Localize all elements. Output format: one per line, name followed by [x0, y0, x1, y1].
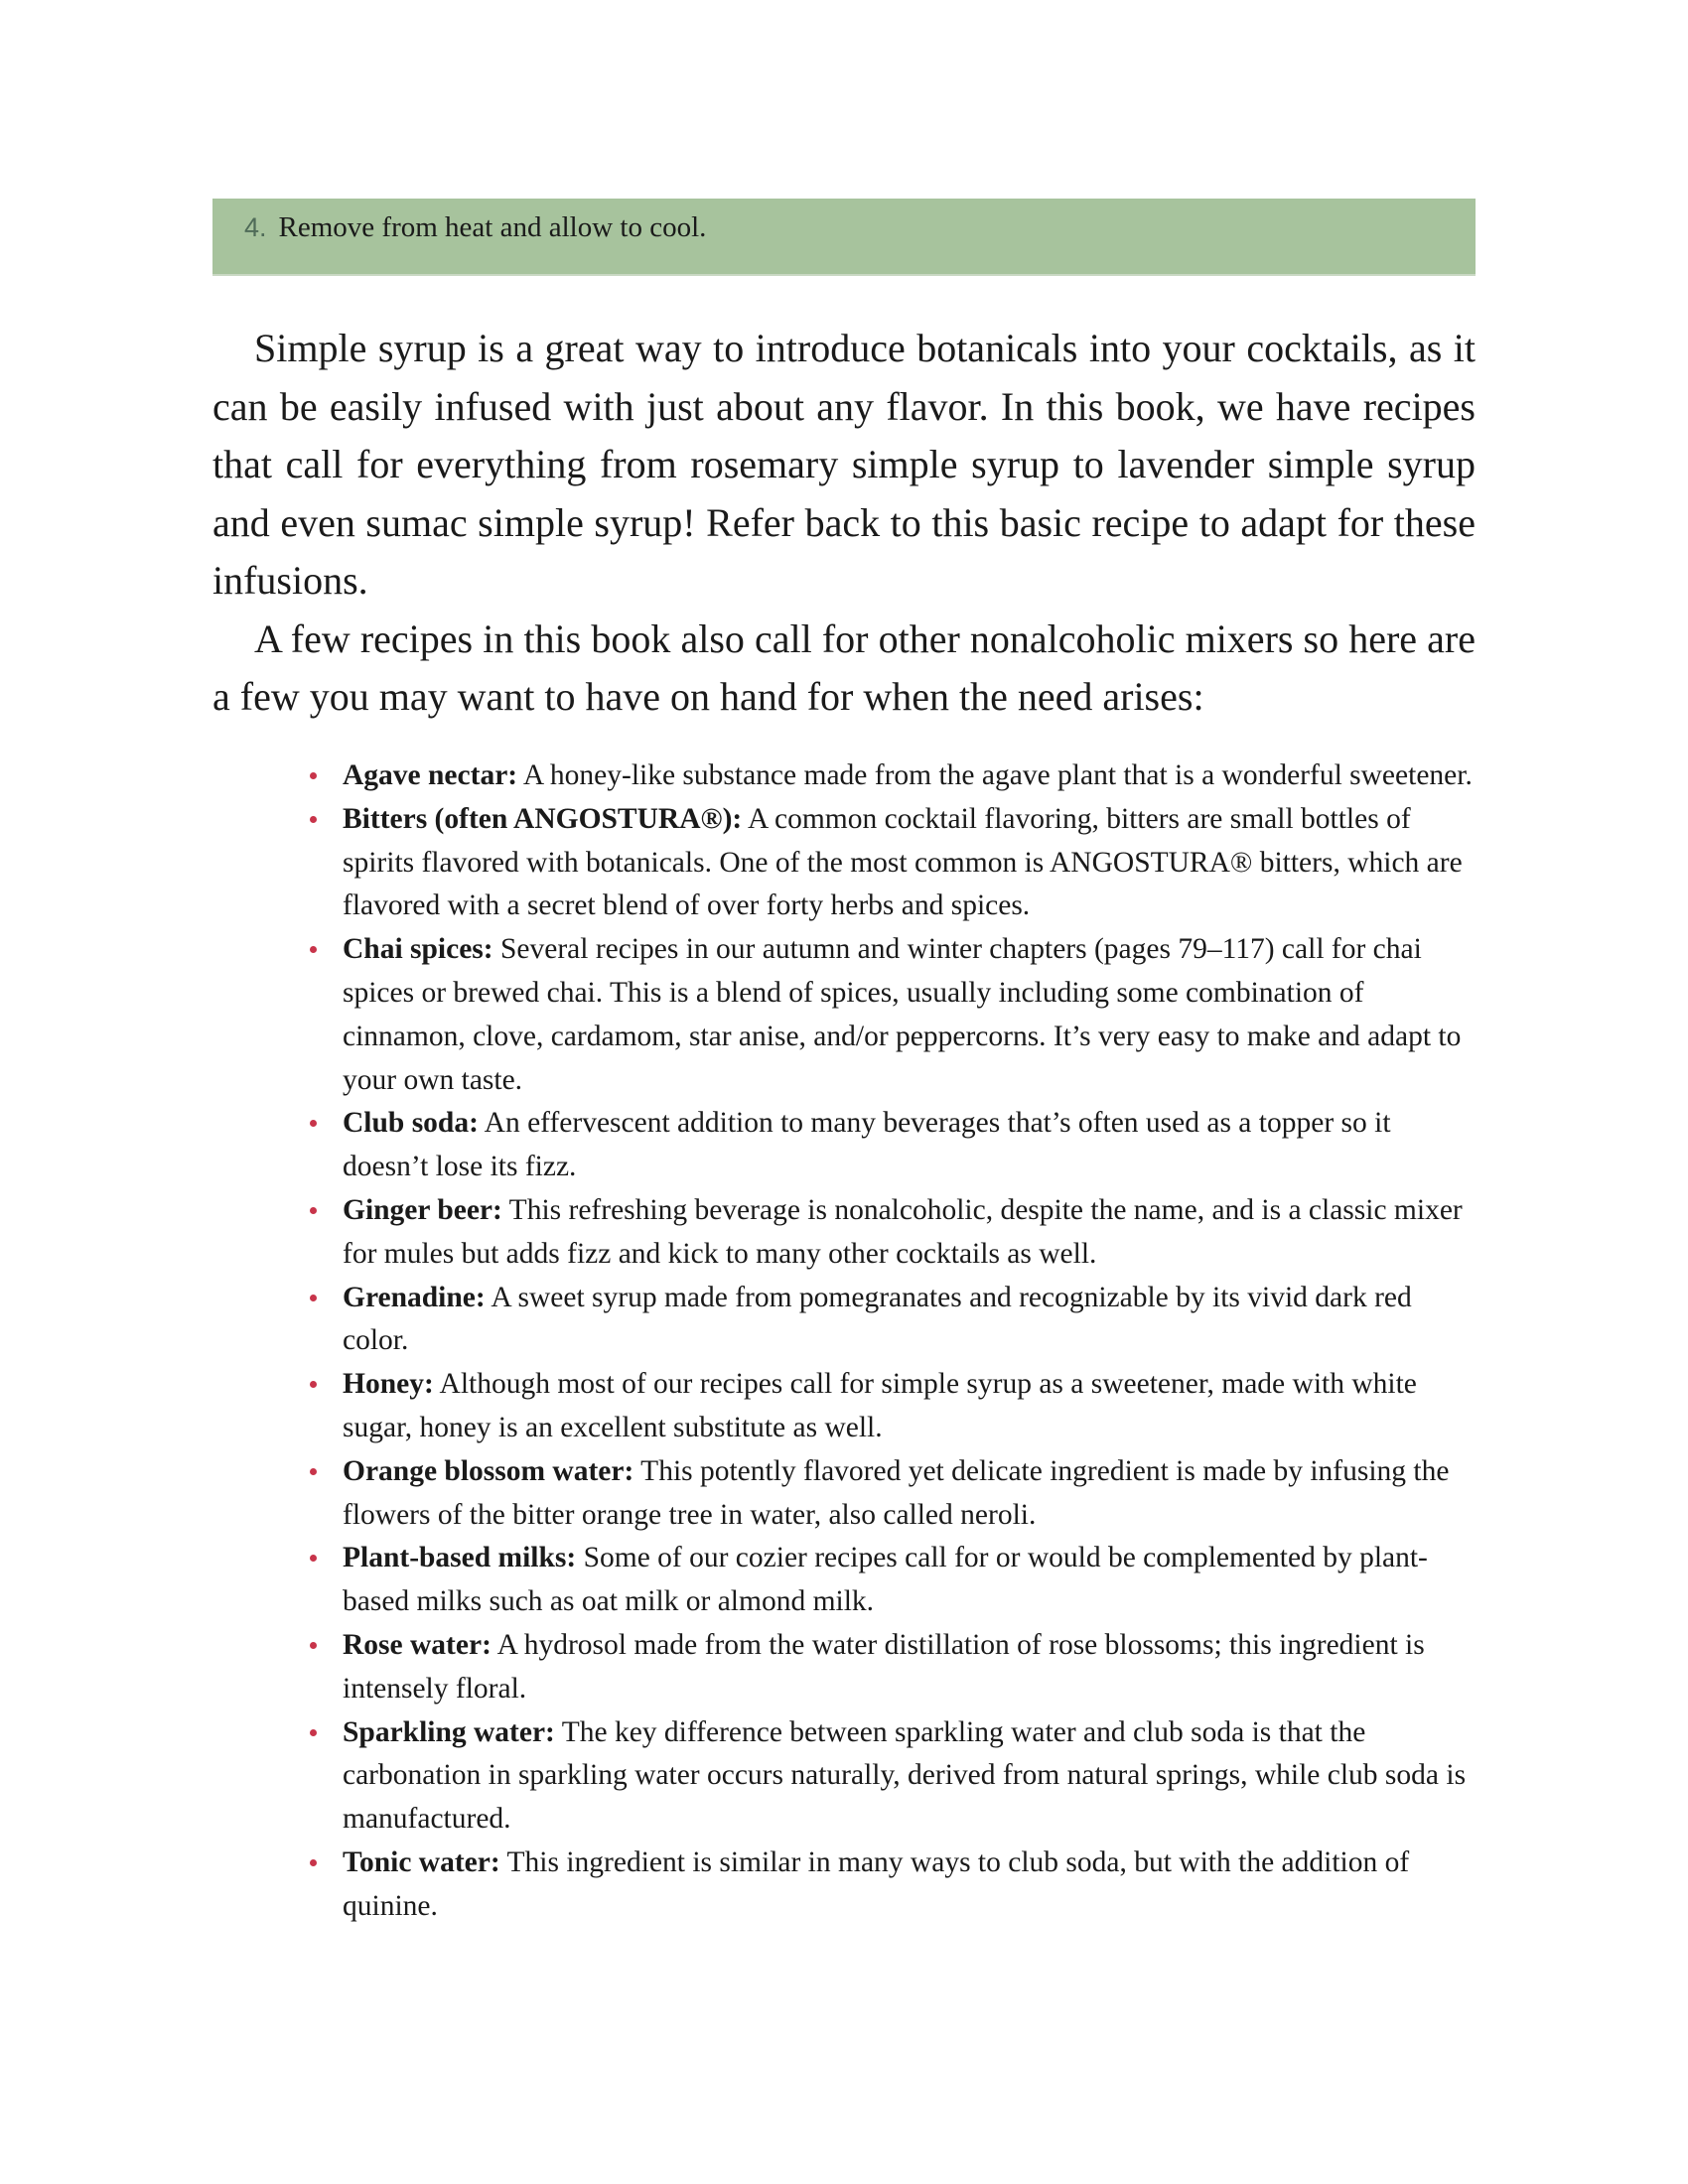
ingredient-term: Chai spices: — [343, 933, 493, 966]
list-item — [308, 1711, 1479, 1842]
list-item — [308, 1189, 1479, 1277]
ingredient-term: Orange blossom water: — [343, 1454, 634, 1487]
ingredient-description: The key difference between sparkling water and club soda is that the carbonation in sparkling water occurs naturally, derived from natural springs, while club soda is manufactured. — [343, 1715, 1467, 1836]
ingredient-term: Honey: — [343, 1368, 434, 1401]
bullet-icon — [310, 1295, 317, 1301]
ingredient-term: Club soda: — [343, 1107, 479, 1140]
bullet-icon — [310, 1468, 317, 1475]
bullet-icon — [310, 1207, 317, 1214]
step-text: Remove from heat and allow to cool. — [278, 211, 707, 243]
bullet-icon — [310, 816, 317, 823]
ingredient-description: A honey-like substance made from the agave plant that is a wonderful sweetener. — [517, 759, 1473, 791]
ingredient-description: Several recipes in our autumn and winter chapters (pages 79–117) call for chai spices or brewed chai. This is a blend of spices, usually including some combination of cinnamon, clove, cardamom, star anise, and/or peppercorns. It’s very easy to make and adapt to your own taste. — [343, 933, 1462, 1096]
bullet-icon — [310, 1729, 317, 1736]
bullet-icon — [310, 1120, 317, 1127]
list-item — [308, 798, 1479, 928]
ingredient-term: Ginger beer: — [343, 1193, 502, 1226]
ingredient-description: A hydrosol made from the water distillation of rose blossoms; this ingredient is intensely floral. — [343, 1628, 1425, 1705]
list-item — [308, 1102, 1479, 1189]
list-item — [308, 1363, 1479, 1450]
ingredient-term: Bitters (often ANGOSTURA®): — [343, 802, 743, 835]
step-number: 4. — [244, 212, 267, 242]
ingredient-term: Grenadine: — [343, 1281, 486, 1313]
ingredient-description: Although most of our recipes call for simple syrup as a sweetener, made with white sugar, honey is an excellent substitute as well. — [343, 1368, 1417, 1443]
list-item — [308, 1537, 1479, 1624]
ingredient-description: An effervescent addition to many beverages that’s often used as a topper so it doesn’t lose its fizz. — [343, 1107, 1391, 1183]
ingredient-term: Sparkling water: — [343, 1715, 555, 1748]
ingredient-description: This potently flavored yet delicate ingredient is made by infusing the flowers of the bitter orange tree in water, also called neroli. — [343, 1454, 1450, 1531]
intro-text — [212, 320, 1476, 727]
bullet-icon — [310, 1381, 317, 1388]
ingredient-term: Rose water: — [343, 1628, 492, 1661]
bullet-icon — [310, 772, 317, 779]
bullet-icon — [310, 1859, 317, 1866]
list-item — [308, 1277, 1479, 1364]
ingredient-description: This ingredient is similar in many ways to club soda, but with the addition of quinine. — [343, 1845, 1410, 1922]
intro-paragraph: Simple syrup is a great way to introduce botanicals into your cocktails, as it can be easily infused with just about any flavor. In this book, we have recipes that call for everything from rosemary simple syrup to lavender simple syrup and even sumac simple syrup! Refer back to this basic recipe to adapt for these infusions. — [212, 326, 1476, 603]
ingredient-term: Tonic water: — [343, 1845, 500, 1878]
bullet-icon — [310, 946, 317, 953]
ingredient-description: A common cocktail flavoring, bitters are small bottles of spirits flavored with botanicals. One of the most common is ANGOSTURA® bitters, which are flavored with a secret blend of over forty herbs and spices. — [343, 802, 1463, 922]
list-item — [308, 928, 1479, 1102]
ingredient-description: This refreshing beverage is nonalcoholic, despite the name, and is a classic mixer for mules but adds fizz and kick to many other cocktails as well. — [343, 1193, 1463, 1270]
ingredient-description: A sweet syrup made from pomegranates and recognizable by its vivid dark red color. — [343, 1281, 1412, 1357]
ingredient-term: Plant-based milks: — [343, 1542, 577, 1574]
ingredient-term: Agave nectar: — [343, 759, 518, 791]
list-item — [308, 754, 1479, 798]
bullet-icon — [310, 1642, 317, 1649]
recipe-step-box — [212, 199, 1476, 276]
list-item — [308, 1624, 1479, 1711]
ingredient-description: Some of our cozier recipes call for or would be complemented by plant-based milks such as oat milk or almond milk. — [343, 1542, 1428, 1618]
list-item — [308, 1842, 1479, 1929]
intro-paragraph: A few recipes in this book also call for other nonalcoholic mixers so here are a few you may want to have on hand for when the need arises: — [212, 615, 1476, 719]
list-item — [308, 1450, 1479, 1538]
mixers-list — [308, 754, 1479, 1929]
bullet-icon — [310, 1555, 317, 1562]
